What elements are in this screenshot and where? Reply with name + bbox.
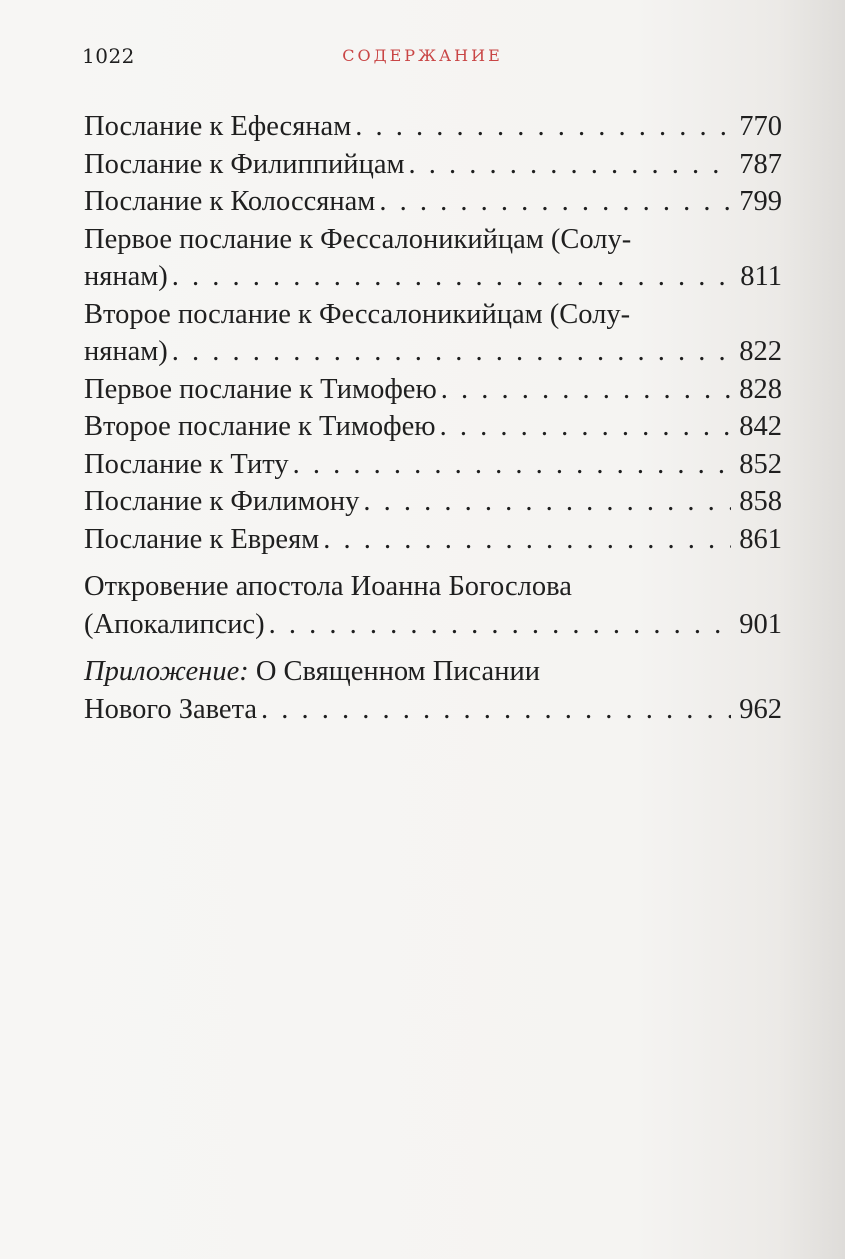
toc-page-number: 861: [739, 523, 782, 555]
dot-leader: [379, 183, 731, 221]
toc-page-number: 842: [739, 411, 782, 442]
toc-page-number: 962: [739, 693, 782, 725]
toc-entry-titus[interactable]: [84, 446, 782, 484]
toc-entry-title-line2: нянам): [84, 261, 168, 292]
toc-entry-title-line1: Откровение апостола Иоанна Богослова: [84, 571, 572, 602]
table-of-contents: [84, 108, 782, 728]
toc-page-number: 811: [740, 261, 782, 292]
toc-entry-hebrews[interactable]: [84, 521, 782, 559]
page-number: 1022: [82, 44, 135, 68]
dot-leader: [441, 371, 732, 409]
toc-entry-appendix[interactable]: [84, 653, 782, 728]
dot-leader: [172, 333, 731, 371]
toc-entry-title-line1: Первое послание к Фессалоникийцам (Солу-: [84, 223, 632, 255]
dot-leader: [172, 258, 733, 296]
toc-entry-title-line1: Второе послание к Фессалоникийцам (Солу-: [84, 298, 631, 330]
toc-page-number: 799: [739, 186, 782, 217]
toc-page-number: 822: [739, 336, 782, 367]
toc-entry-title-line2: Нового Завета: [84, 693, 258, 725]
toc-page-number: 901: [739, 608, 782, 640]
toc-entry-title: Послание к Ефесянам: [84, 111, 352, 142]
running-head: СОДЕРЖАНИЕ: [342, 46, 503, 65]
toc-page-number: 858: [739, 486, 782, 517]
toc-page-number: 787: [739, 148, 782, 180]
toc-page-number: 770: [739, 111, 782, 142]
toc-page-number: 828: [739, 373, 782, 405]
toc-entry-title: Первое послание к Тимофею: [84, 373, 437, 405]
dot-leader: [355, 108, 731, 146]
dot-leader: [261, 691, 731, 729]
toc-entry-title: Послание к Филимону: [84, 486, 360, 517]
toc-entry-2-thessalonians[interactable]: [84, 296, 782, 371]
toc-entry-prefix: Приложение:: [84, 656, 249, 687]
toc-page-number: 852: [739, 448, 782, 480]
dot-leader: [440, 408, 732, 446]
dot-leader: [409, 146, 732, 184]
toc-entry-title: Второе послание к Тимофею: [84, 411, 436, 442]
toc-entry-title-line1: О Священном Писании: [255, 656, 540, 687]
dot-leader: [269, 606, 732, 644]
toc-entry-colossians[interactable]: [84, 183, 782, 221]
dot-leader: [363, 483, 731, 521]
toc-entry-title: Послание к Евреям: [84, 523, 320, 555]
toc-entry-title: Послание к Титу: [84, 448, 289, 480]
toc-entry-2-timothy[interactable]: [84, 408, 782, 446]
toc-entry-title: Послание к Колоссянам: [84, 186, 376, 217]
toc-entry-title-line2: (Апокалипсис): [84, 608, 265, 640]
toc-entry-1-thessalonians[interactable]: [84, 221, 782, 296]
toc-entry-philippians[interactable]: [84, 146, 782, 184]
toc-entry-revelation[interactable]: [84, 568, 782, 643]
toc-entry-philemon[interactable]: [84, 483, 782, 521]
toc-entry-title-line2: нянам): [84, 336, 168, 367]
dot-leader: [293, 446, 732, 484]
toc-entry-title: Послание к Филиппийцам: [84, 148, 405, 180]
toc-entry-ephesians[interactable]: [84, 108, 782, 146]
toc-entry-1-timothy[interactable]: [84, 371, 782, 409]
dot-leader: [323, 521, 731, 559]
